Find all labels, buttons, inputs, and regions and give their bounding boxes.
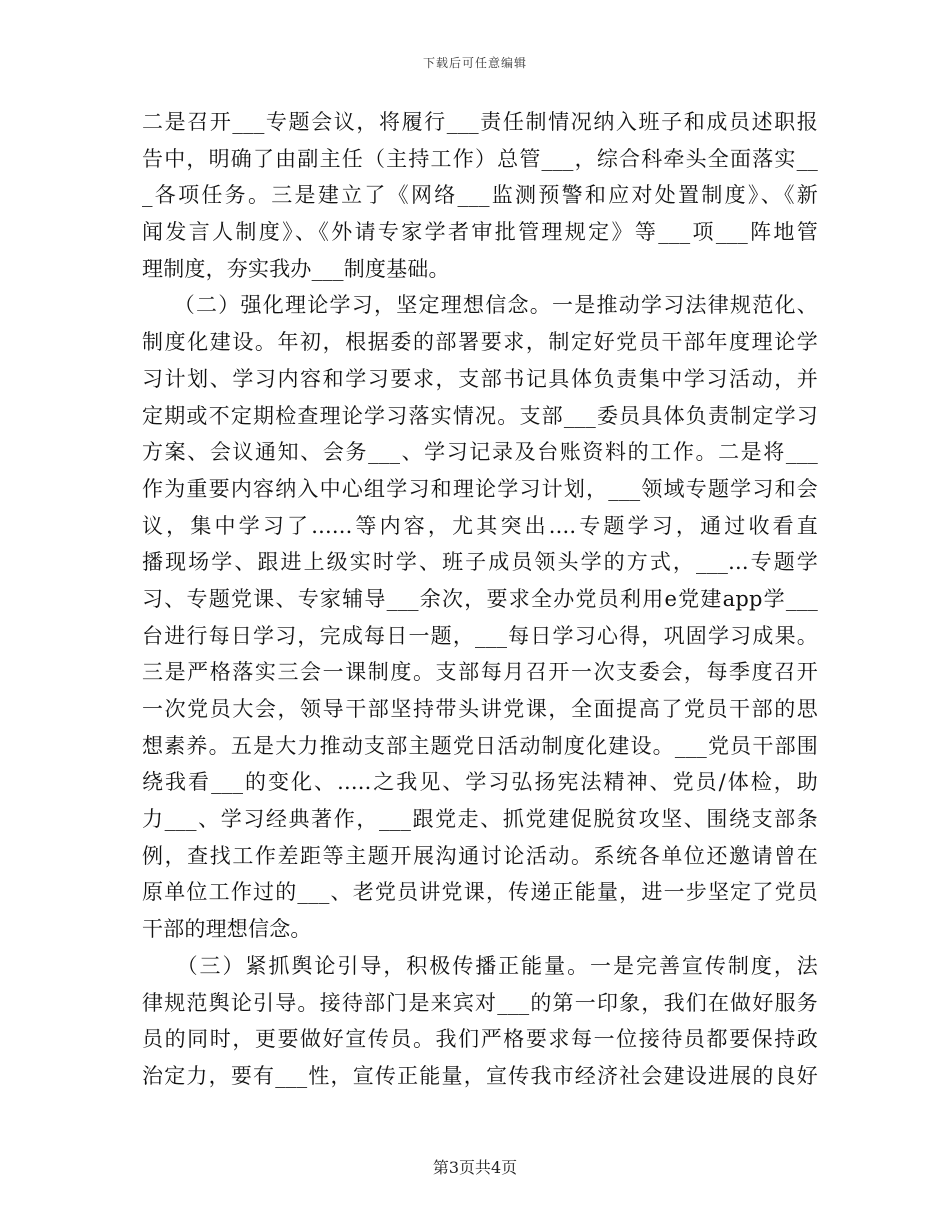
text-line: 定期或不定期检查理论学习落实情况。支部___委员具体负责制定学习 [142,403,818,428]
text-line: 台进行每日学习，完成每日一题，___每日学习心得，巩固学习成果。 [142,623,818,648]
text-line: 力___、学习经典著作，___跟党走、抓党建促脱贫攻坚、围绕支部条 [142,807,818,832]
text-line: 绕我看___的变化、.....之我见、学习弘扬宪法精神、党员/体检，助 [142,770,818,795]
text-line: 例，查找工作差距等主题开展沟通讨论活动。系统各单位还邀请曾在 [142,843,818,868]
text-line: 原单位工作过的___、老党员讲党课，传递正能量，进一步坚定了党员 [142,880,818,905]
text-line: 方案、会议通知、会务___、学习记录及台账资料的工作。二是将___ [142,440,818,465]
text-line: 员的同时，更要做好宣传员。我们严格要求每一位接待员都要保持政 [142,1027,818,1052]
text-line: 作为重要内容纳入中心组学习和理论学习计划，___领域专题学习和会 [142,476,818,501]
text-line: 干部的理想信念。 [142,917,312,942]
text-line: 闻发言人制度》、《外请专家学者审批管理规定》等___项___阵地管 [142,220,818,245]
text-line: 议，集中学习了......等内容，尤其突出....专题学习，通过收看直 [142,513,818,538]
text-line: 理制度，夯实我办___制度基础。 [142,256,450,281]
document-body [142,104,818,1095]
text-line: 治定力，要有___性，宣传正能量，宣传我市经济社会建设进展的良好 [142,1063,818,1088]
text-line: （三）紧抓舆论引导，积极传播正能量。一是完善宣传制度，法 [142,953,818,978]
text-line: 律规范舆论引导。接待部门是来宾对___的第一印象，我们在做好服务 [142,990,818,1015]
text-line: 三是严格落实三会一课制度。支部每月召开一次支委会，每季度召开 [142,660,818,685]
text-line: 播现场学、跟进上级实时学、班子成员领头学的方式，___...专题学 [142,550,818,575]
text-line: 制度化建设。年初，根据委的部署要求，制定好党员干部年度理论学 [142,330,818,355]
page-header: 下载后可任意编辑 [422,56,527,70]
text-line: 二是召开___专题会议，将履行___责任制情况纳入班子和成员述职报 [142,110,818,134]
text-line: （二）强化理论学习，坚定理想信念。一是推动学习法律规范化、 [142,293,818,318]
text-line: 告中，明确了由副主任（主持工作）总管___，综合科牵头全面落实__ [142,146,818,171]
text-line: _各项任务。三是建立了《网络___监测预警和应对处置制度》、《新 [142,183,818,208]
page-footer: 第3页共4页 [432,1158,518,1177]
text-line: 一次党员大会，领导干部坚持带头讲党课，全面提高了党员干部的思 [142,697,818,721]
text-line: 习、专题党课、专家辅导___余次，要求全办党员利用e党建app学___ [142,586,818,611]
text-line: 习计划、学习内容和学习要求，支部书记具体负责集中学习活动，并 [142,366,818,391]
text-line: 想素养。五是大力推动支部主题党日活动制度化建设。___党员干部围 [142,733,818,758]
